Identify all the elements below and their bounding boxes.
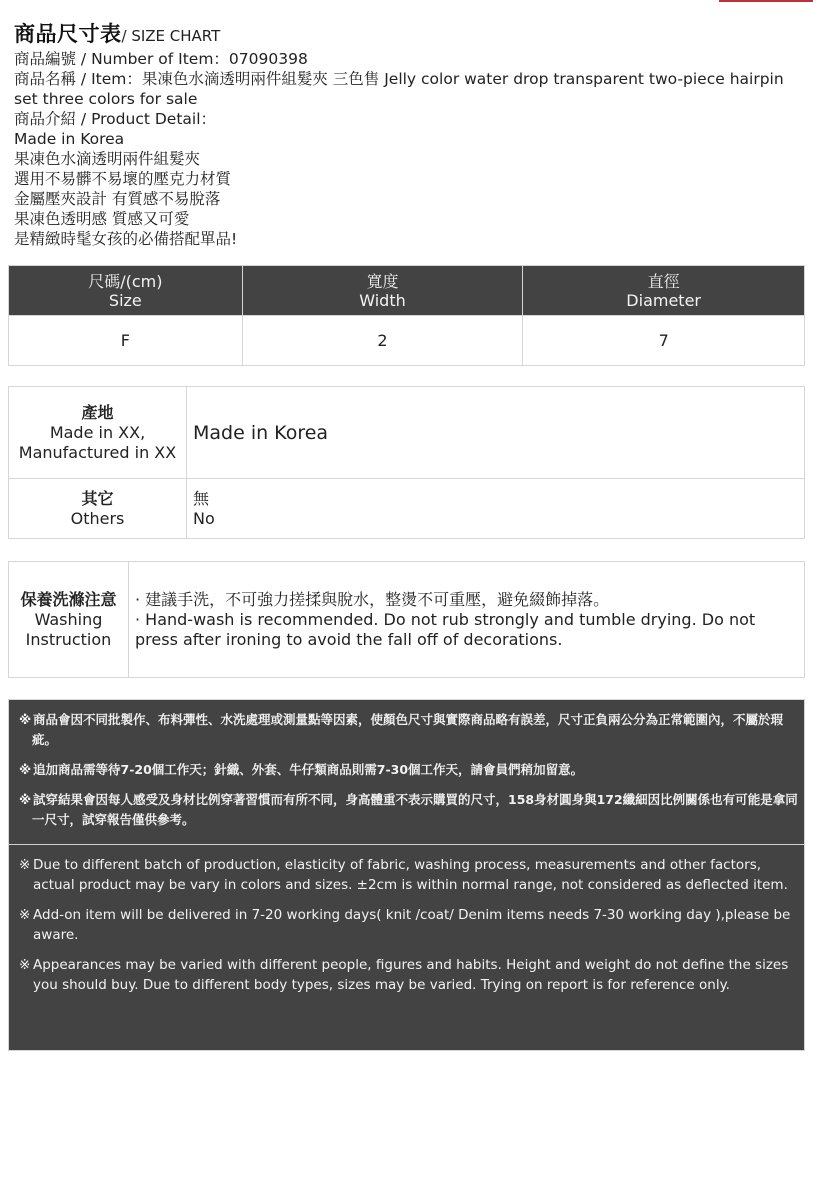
size-table bbox=[8, 265, 805, 366]
detail-line: Made in Korea bbox=[14, 130, 125, 148]
note-item bbox=[15, 790, 798, 830]
spec-row-others bbox=[9, 479, 805, 539]
header-size-zh: 尺碼/(cm) bbox=[88, 271, 163, 291]
cell-size: F bbox=[9, 316, 243, 366]
note-text: 試穿結果會因每人感受及身材比例穿著習慣而有所不同，身高體重不表示購買的尺寸，158身材圓身與172纖細因比例關係也有可能是拿同一尺寸，試穿報告僅供參考。 bbox=[32, 792, 798, 827]
others-value bbox=[187, 479, 805, 539]
cell-width: 2 bbox=[242, 316, 523, 366]
washing-label-zh: 保養洗滌注意 bbox=[20, 589, 117, 609]
product-details bbox=[14, 49, 809, 249]
notes-zh bbox=[9, 700, 804, 845]
note-item bbox=[15, 855, 798, 895]
detail-line: 是精緻時髦女孩的必備搭配單品! bbox=[14, 230, 238, 248]
note-item bbox=[15, 955, 798, 995]
others-label bbox=[9, 479, 187, 539]
spec-row-origin bbox=[9, 387, 805, 479]
page-title bbox=[14, 18, 809, 46]
header-width bbox=[242, 266, 523, 316]
reference-mark-icon: ※ bbox=[19, 792, 32, 807]
page-title-en: / SIZE CHART bbox=[121, 27, 221, 45]
reference-mark-icon: ※ bbox=[19, 907, 31, 923]
header-diameter-zh: 直徑 bbox=[647, 271, 680, 291]
washing-label bbox=[9, 562, 129, 678]
washing-instruction-zh: · 建議手洗，不可強力搓揉與脫水，整燙不可重壓，避免綴飾掉落。 bbox=[135, 589, 610, 609]
others-label-en: Others bbox=[70, 508, 125, 528]
washing-instruction-en: · Hand-wash is recommended. Do not rub strongly and tumble drying. Do not press after ironing to avoid the fall off of decorations. bbox=[135, 609, 756, 649]
reference-mark-icon: ※ bbox=[19, 762, 32, 777]
table-row bbox=[9, 316, 805, 366]
header-diameter-en: Diameter bbox=[626, 290, 701, 310]
reference-mark-icon: ※ bbox=[19, 857, 31, 873]
header-diameter bbox=[523, 266, 805, 316]
origin-label-zh: 產地 bbox=[81, 402, 114, 422]
washing-row bbox=[9, 562, 805, 678]
note-item bbox=[15, 760, 798, 780]
spec-table bbox=[8, 386, 805, 539]
notes-en bbox=[9, 845, 804, 1015]
others-label-zh: 其它 bbox=[81, 488, 114, 508]
washing-value bbox=[129, 562, 805, 678]
origin-label bbox=[9, 387, 187, 479]
header-width-zh: 寬度 bbox=[366, 271, 399, 291]
detail-line: 金屬壓夾設計 有質感不易脫落 bbox=[14, 190, 221, 208]
detail-line: 果凍色透明感 質感又可愛 bbox=[14, 210, 190, 228]
cell-diameter: 7 bbox=[523, 316, 805, 366]
size-table-header-row bbox=[9, 266, 805, 316]
origin-value: Made in Korea bbox=[187, 387, 805, 479]
product-detail-heading: 商品介紹 / Product Detail： bbox=[14, 110, 217, 128]
header-size-en: Size bbox=[108, 290, 142, 310]
note-item bbox=[15, 710, 798, 750]
top-accent-bar bbox=[719, 0, 813, 2]
reference-mark-icon: ※ bbox=[19, 712, 32, 727]
reference-mark-icon: ※ bbox=[19, 957, 31, 973]
others-value-zh: 無 bbox=[193, 488, 210, 508]
detail-line: 選用不易髒不易壞的壓克力材質 bbox=[14, 170, 232, 188]
page-title-zh: 商品尺寸表 bbox=[14, 22, 122, 46]
note-text: Add-on item will be delivered in 7-20 working days( knit /coat/ Denim items needs 7-30 working day ),please be aware. bbox=[33, 907, 791, 943]
origin-label-en: Made in XX, Manufactured in XX bbox=[18, 422, 177, 462]
product-intro bbox=[14, 18, 809, 249]
others-value-en: No bbox=[193, 508, 215, 528]
washing-label-en: Washing Instruction bbox=[25, 609, 112, 649]
header-size bbox=[9, 266, 243, 316]
notes-panel bbox=[8, 699, 805, 1051]
note-text: 商品會因不同批製作、布料彈性、水洗處理或測量點等因素，使顏色尺寸與實際商品略有誤差，尺寸正負兩公分為正常範圍內，不屬於瑕疵。 bbox=[32, 712, 784, 747]
washing-table bbox=[8, 561, 805, 678]
header-width-en: Width bbox=[359, 290, 406, 310]
note-text: 追加商品需等待7-20個工作天；針織、外套、牛仔類商品則需7-30個工作天，請會員們稍加留意。 bbox=[33, 762, 584, 777]
detail-line: 果凍色水滴透明兩件組髮夾 bbox=[14, 150, 201, 168]
item-name: 商品名稱 / Item：果凍色水滴透明兩件組髮夾 三色售 Jelly color water drop transparent two-piece hairpin set three colors for sale bbox=[14, 70, 784, 108]
note-item bbox=[15, 905, 798, 945]
note-text: Appearances may be varied with different people, figures and habits. Height and weight do not define the sizes you should buy. Due to different body types, sizes may be varied. Trying on report is for reference only. bbox=[33, 957, 789, 993]
note-text: Due to different batch of production, elasticity of fabric, washing process, measurements and other factors, actual product may be vary in colors and sizes. ±2cm is within normal range, not considered as deflected item. bbox=[33, 857, 788, 893]
item-number: 商品編號 / Number of Item：07090398 bbox=[14, 50, 308, 68]
